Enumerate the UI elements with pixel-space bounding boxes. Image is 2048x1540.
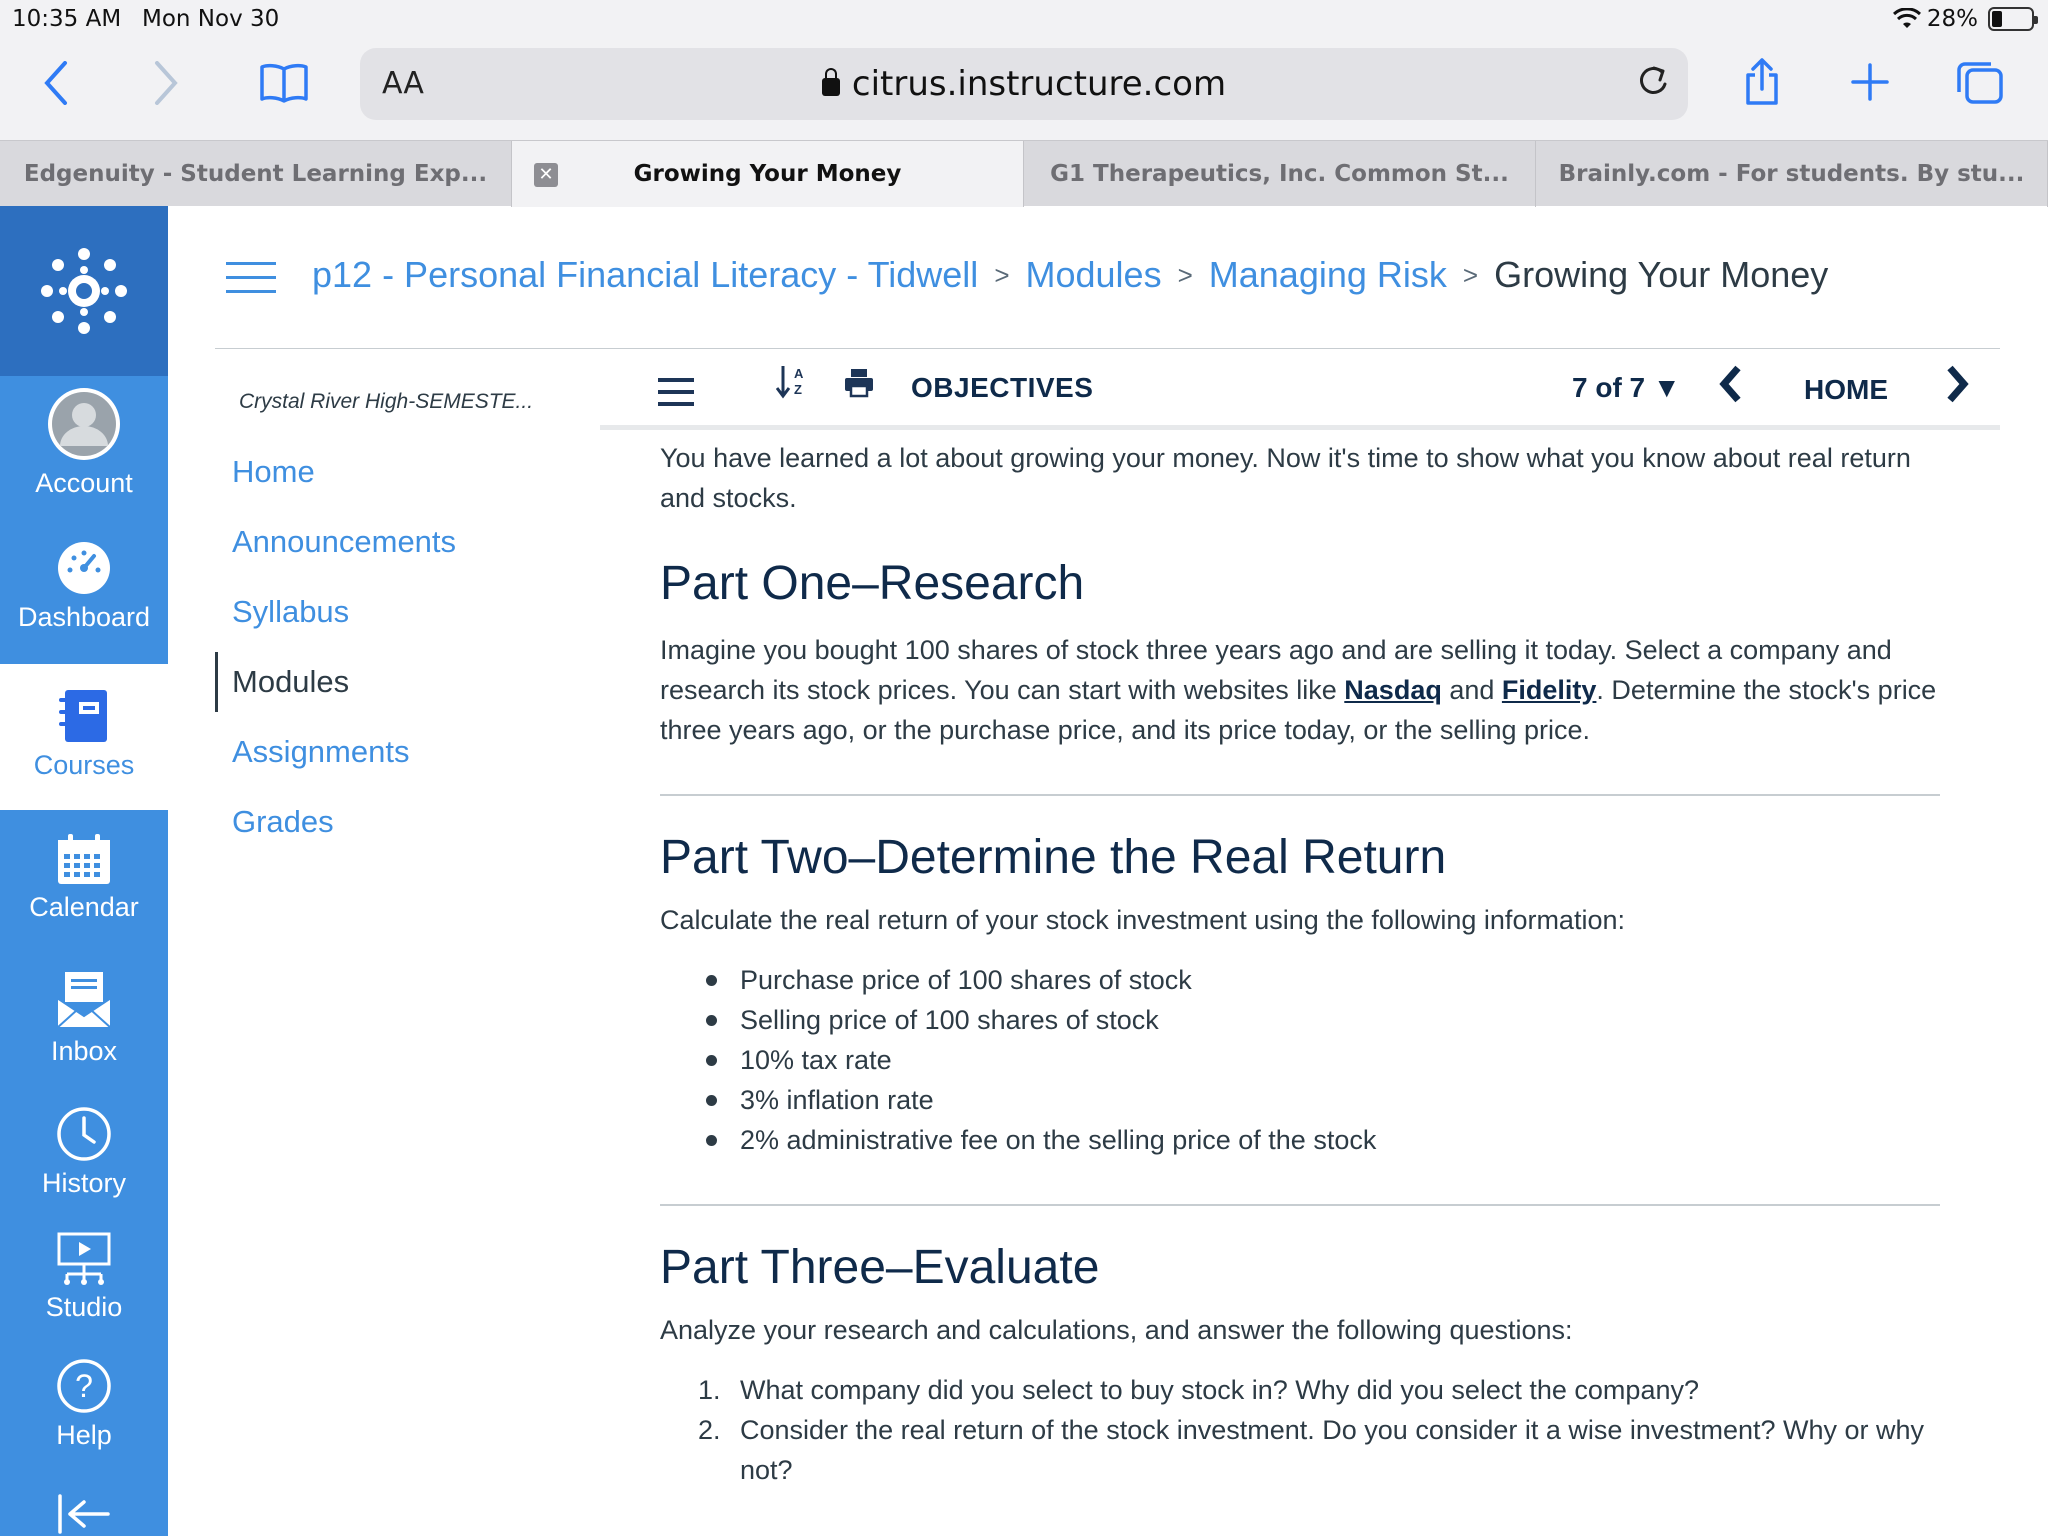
clock-icon bbox=[56, 1106, 112, 1162]
battery-percent: 28% bbox=[1926, 6, 1978, 32]
list-item: Selling price of 100 shares of stock bbox=[704, 1000, 1940, 1040]
bookmarks-button[interactable] bbox=[258, 58, 310, 108]
tab-label: Growing Your Money bbox=[633, 161, 902, 187]
evaluate-questions-list bbox=[698, 1370, 1940, 1490]
list-item: 3% inflation rate bbox=[704, 1080, 1940, 1120]
breadcrumb-course-link[interactable]: p12 - Personal Financial Literacy - Tidwell bbox=[312, 254, 979, 295]
canvas-logo-icon bbox=[39, 246, 129, 336]
course-nav-modules[interactable]: Modules bbox=[215, 652, 575, 712]
part-three-text: Analyze your research and calculations, and answer the following questions: bbox=[660, 1315, 1573, 1345]
previous-page-button[interactable] bbox=[1718, 364, 1744, 414]
breadcrumb-modules-link[interactable]: Modules bbox=[1025, 254, 1162, 295]
part-three-heading: Part Three–Evaluate bbox=[660, 1241, 1100, 1294]
page-selector[interactable]: 7 of 7 ▼ bbox=[1572, 372, 1681, 403]
status-date: Mon Nov 30 bbox=[142, 6, 280, 32]
part-one-heading: Part One–Research bbox=[660, 557, 1085, 610]
module-menu-button[interactable] bbox=[658, 378, 694, 406]
svg-text:A: A bbox=[794, 366, 804, 381]
address-bar[interactable] bbox=[360, 48, 1688, 120]
question-text: What company did you select to buy stock in? Why did you select the company? bbox=[740, 1375, 1699, 1405]
tab-label: G1 Therapeutics, Inc. Common St... bbox=[1050, 161, 1509, 187]
canvas-logo[interactable] bbox=[0, 206, 168, 376]
text-size-button[interactable]: AA bbox=[382, 66, 424, 101]
objectives-button[interactable]: OBJECTIVES bbox=[911, 372, 1094, 403]
tab-overview-button[interactable] bbox=[1954, 58, 2006, 108]
nav-label: Calendar bbox=[29, 892, 139, 922]
tab-label: Edgenuity - Student Learning Exp... bbox=[23, 161, 488, 187]
course-nav-assignments[interactable]: Assignments bbox=[232, 734, 410, 769]
url-text: citrus.instructure.com bbox=[851, 64, 1227, 104]
nav-help[interactable] bbox=[0, 1358, 168, 1451]
courses-icon bbox=[57, 688, 111, 744]
list-item: 10% tax rate bbox=[704, 1040, 1940, 1080]
chevron-left-icon bbox=[1718, 364, 1744, 404]
svg-text:?: ? bbox=[75, 1368, 93, 1404]
breadcrumb-current: Growing Your Money bbox=[1494, 254, 1829, 295]
part-one-text-b: and bbox=[1441, 675, 1502, 705]
home-button[interactable]: HOME bbox=[1804, 374, 1888, 405]
help-icon bbox=[56, 1358, 112, 1414]
part-one-text bbox=[660, 630, 1940, 750]
browser-toolbar bbox=[0, 38, 2048, 140]
wifi-icon bbox=[1893, 8, 1921, 30]
sort-icon bbox=[776, 364, 806, 400]
list-item: 2. Consider the real return of the stock investment. Do you consider it a wise investment? Why or why not? bbox=[698, 1415, 1925, 1485]
book-icon bbox=[259, 63, 309, 103]
close-tab-icon[interactable]: ✕ bbox=[534, 163, 558, 187]
chevron-right-icon bbox=[1944, 364, 1970, 404]
chevron-right-icon: > bbox=[1462, 260, 1479, 290]
nav-history[interactable] bbox=[0, 1106, 168, 1199]
page-content bbox=[660, 438, 1940, 1490]
part-one-text-a: Imagine you bought 100 shares of stock three years ago and are selling it today. Select a company and research its stock prices. You can start with websites like bbox=[660, 635, 1892, 705]
inbox-icon bbox=[55, 970, 113, 1030]
nav-inbox[interactable] bbox=[0, 970, 168, 1067]
course-menu-toggle[interactable] bbox=[226, 262, 276, 296]
forward-button[interactable] bbox=[146, 58, 186, 108]
status-bar bbox=[0, 0, 2048, 38]
collapse-nav-button[interactable] bbox=[0, 1494, 168, 1540]
nav-studio[interactable] bbox=[0, 1232, 168, 1323]
list-item: 2% administrative fee on the selling price of the stock bbox=[704, 1120, 1940, 1160]
header-divider bbox=[215, 348, 2000, 349]
url-display[interactable] bbox=[360, 64, 1688, 104]
course-name: Crystal River High-SEMESTE... bbox=[239, 390, 534, 413]
section-divider bbox=[660, 794, 1940, 796]
status-indicators bbox=[1893, 6, 2034, 32]
nav-label: Studio bbox=[45, 1292, 123, 1322]
nasdaq-link[interactable]: Nasdaq bbox=[1344, 675, 1442, 705]
lock-icon bbox=[822, 78, 840, 96]
browser-tabs bbox=[0, 140, 2048, 206]
chevron-right-icon bbox=[153, 61, 179, 105]
status-time: 10:35 AM bbox=[12, 6, 122, 32]
sort-button[interactable] bbox=[776, 364, 806, 407]
calendar-icon bbox=[56, 832, 112, 886]
part-one-text-c: . Determine the stock's price three years ago, or the purchase price, and its price today, or the selling price. bbox=[660, 675, 1937, 745]
question-text: Consider the real return of the stock investment. Do you consider it a wise investment? Why or why not? bbox=[740, 1415, 1925, 1485]
print-button[interactable] bbox=[844, 368, 874, 403]
new-tab-button[interactable] bbox=[1848, 60, 1892, 104]
list-item: 1. What company did you select to buy stock in? Why did you select the company? bbox=[698, 1375, 1699, 1405]
tab-label: Brainly.com - For students. By stu... bbox=[1558, 161, 2025, 187]
svg-text:Z: Z bbox=[794, 382, 802, 397]
module-toolbar bbox=[600, 350, 2000, 430]
reload-button[interactable] bbox=[1636, 62, 1670, 107]
fidelity-link[interactable]: Fidelity bbox=[1501, 675, 1597, 705]
breadcrumb bbox=[312, 254, 1828, 296]
course-nav-syllabus[interactable]: Syllabus bbox=[232, 594, 350, 629]
nav-courses[interactable] bbox=[0, 664, 168, 810]
battery-icon bbox=[1988, 7, 2034, 31]
share-button[interactable] bbox=[1738, 54, 1786, 110]
browser-tab-active[interactable] bbox=[512, 141, 1024, 207]
intro-text: You have learned a lot about growing your money. Now it's time to show what you know about real return and stocks. bbox=[660, 443, 1911, 513]
reload-icon bbox=[1636, 62, 1670, 98]
nav-label: Dashboard bbox=[17, 602, 151, 632]
collapse-icon bbox=[56, 1494, 112, 1534]
avatar-icon bbox=[46, 386, 122, 462]
section-divider bbox=[660, 1204, 1940, 1206]
global-nav bbox=[0, 206, 168, 1536]
course-nav-grades[interactable]: Grades bbox=[232, 804, 334, 839]
tabs-icon bbox=[1955, 60, 2005, 106]
browser-tab[interactable] bbox=[1536, 141, 2048, 207]
back-button[interactable] bbox=[36, 58, 76, 108]
browser-tab[interactable] bbox=[0, 141, 512, 207]
chevron-right-icon: > bbox=[1177, 260, 1193, 290]
course-nav-announcements[interactable]: Announcements bbox=[232, 524, 457, 559]
nav-calendar[interactable] bbox=[0, 832, 168, 923]
browser-tab[interactable] bbox=[1024, 141, 1536, 207]
nav-label: Account bbox=[35, 468, 133, 498]
list-item: Purchase price of 100 shares of stock bbox=[704, 960, 1940, 1000]
course-nav-home[interactable]: Home bbox=[232, 454, 315, 489]
part-two-text: Calculate the real return of your stock investment using the following information: bbox=[660, 905, 1625, 935]
nav-account[interactable] bbox=[0, 386, 168, 499]
part-two-heading: Part Two–Determine the Real Return bbox=[660, 831, 1447, 884]
studio-icon bbox=[55, 1232, 113, 1286]
chevron-left-icon bbox=[43, 61, 69, 105]
breadcrumb-module-link[interactable]: Managing Risk bbox=[1208, 254, 1447, 295]
plus-icon bbox=[1851, 63, 1889, 101]
nav-label: Help bbox=[56, 1420, 112, 1450]
dashboard-icon bbox=[56, 540, 112, 596]
next-page-button[interactable] bbox=[1944, 364, 1970, 414]
share-icon bbox=[1742, 57, 1782, 107]
course-nav bbox=[215, 390, 575, 862]
real-return-info-list bbox=[704, 960, 1940, 1160]
nav-label: Inbox bbox=[50, 1036, 118, 1066]
nav-label: Courses bbox=[33, 750, 135, 780]
nav-dashboard[interactable] bbox=[0, 540, 168, 633]
nav-label: History bbox=[41, 1168, 126, 1198]
chevron-right-icon: > bbox=[994, 260, 1010, 290]
printer-icon bbox=[844, 368, 874, 398]
